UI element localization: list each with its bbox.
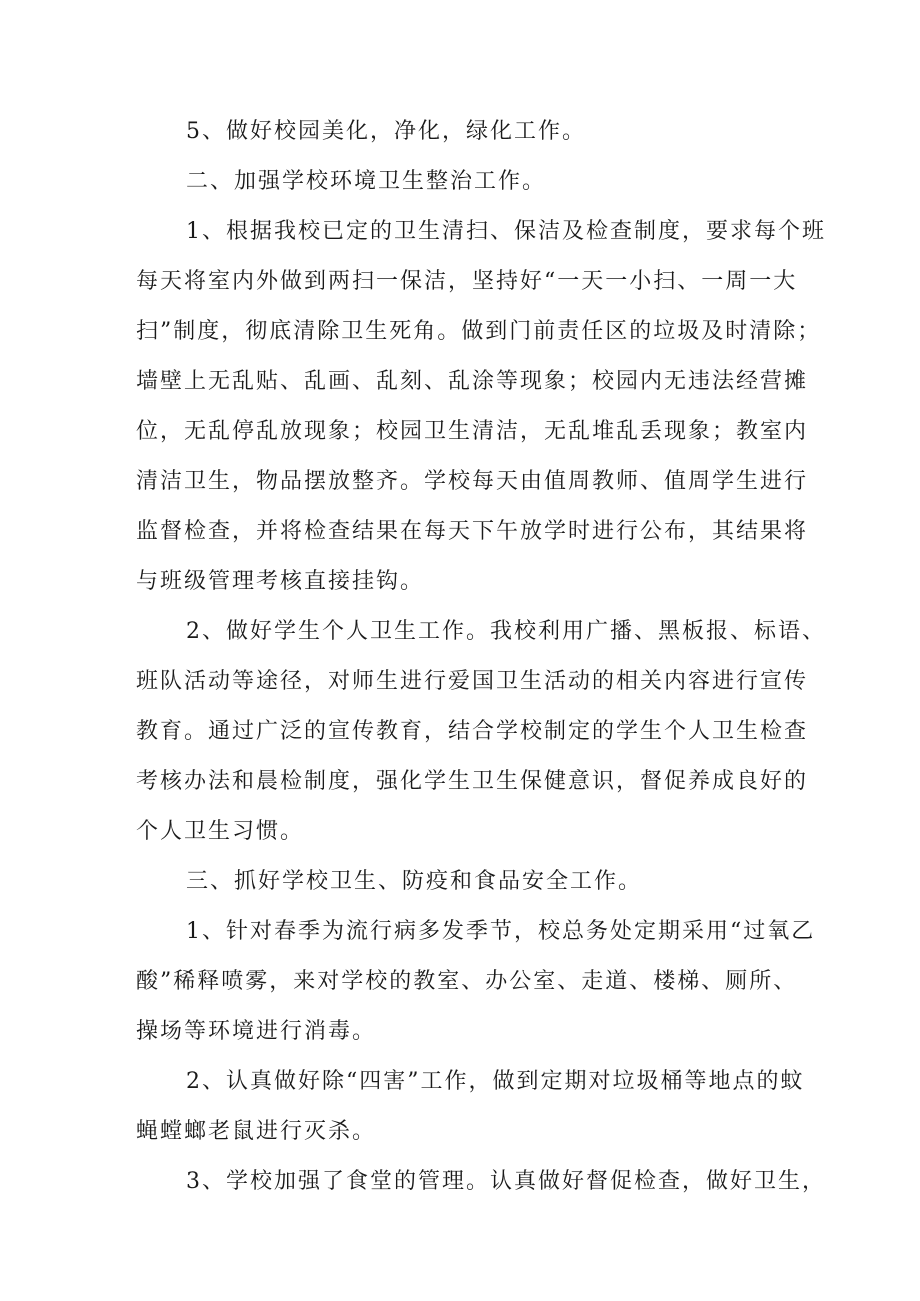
text-line-content: 墙壁上无乱贴、乱画、乱刻、乱涂等现象；校园内无违法经营摊 xyxy=(136,369,809,394)
text-line-content: 三、抓好学校卫生、防疫和食品安全工作。 xyxy=(186,869,643,894)
text-line xyxy=(0,212,920,252)
text-line-content: 二、加强学校环境卫生整治工作。 xyxy=(186,169,547,194)
text-line-content: 1、根据我校已定的卫生清扫、保洁及检查制度，要求每个班 xyxy=(186,219,826,244)
text-line xyxy=(0,312,920,352)
text-line xyxy=(0,962,920,1002)
text-line-content: 监督检查，并将检查结果在每天下午放学时进行公布，其结果将 xyxy=(136,519,809,544)
text-line xyxy=(0,912,920,952)
text-line-content: 个人卫生习惯。 xyxy=(136,819,305,844)
text-line xyxy=(0,1162,920,1202)
text-line-content: 操场等环境进行消毒。 xyxy=(136,1019,377,1044)
text-line xyxy=(0,512,920,552)
text-line-content: 教育。通过广泛的宣传教育，结合学校制定的学生个人卫生检查 xyxy=(136,719,809,744)
text-line-content: 清洁卫生，物品摆放整齐。学校每天由值周教师、值周学生进行 xyxy=(136,469,809,494)
text-line xyxy=(0,662,920,702)
text-line xyxy=(0,1112,920,1152)
section-heading xyxy=(0,862,920,902)
text-line xyxy=(0,462,920,502)
text-line xyxy=(0,362,920,402)
text-line-content: 位，无乱停乱放现象；校园卫生清洁，无乱堆乱丢现象；教室内 xyxy=(136,419,809,444)
text-line-content: 2、做好学生个人卫生工作。我校利用广播、黑板报、标语、 xyxy=(186,619,826,644)
text-line-content: 1、针对春季为流行病多发季节，校总务处定期采用“过氧乙 xyxy=(186,919,816,944)
text-line-content: 班队活动等途径，对师生进行爱国卫生活动的相关内容进行宣传 xyxy=(136,669,809,694)
text-line xyxy=(0,762,920,802)
section-heading xyxy=(0,162,920,202)
text-line xyxy=(0,712,920,752)
text-line xyxy=(0,412,920,452)
text-line-content: 酸”稀释喷雾，来对学校的教室、办公室、走道、楼梯、厕所、 xyxy=(136,969,798,994)
text-line-content: 考核办法和晨检制度，强化学生卫生保健意识，督促养成良好的 xyxy=(136,769,809,794)
text-line xyxy=(0,562,920,602)
text-line-content: 扫”制度，彻底清除卫生死角。做到门前责任区的垃圾及时清除； xyxy=(136,319,822,344)
text-line xyxy=(0,262,920,302)
text-line-content: 蝇螳螂老鼠进行灭杀。 xyxy=(136,1119,377,1144)
text-line xyxy=(0,112,920,152)
text-line xyxy=(0,1062,920,1102)
text-line-content: 每天将室内外做到两扫一保洁，坚持好“一天一小扫、一周一大 xyxy=(136,269,798,294)
text-line-content: 5、做好校园美化，净化，绿化工作。 xyxy=(186,119,586,144)
text-line xyxy=(0,612,920,652)
text-line-content: 3、学校加强了食堂的管理。认真做好督促检查，做好卫生， xyxy=(186,1169,826,1194)
text-line xyxy=(0,1012,920,1052)
text-line-content: 与班级管理考核直接挂钩。 xyxy=(136,569,425,594)
text-line-content: 2、认真做好除“四害”工作，做到定期对垃圾桶等地点的蚊 xyxy=(186,1069,805,1094)
text-line xyxy=(0,812,920,852)
